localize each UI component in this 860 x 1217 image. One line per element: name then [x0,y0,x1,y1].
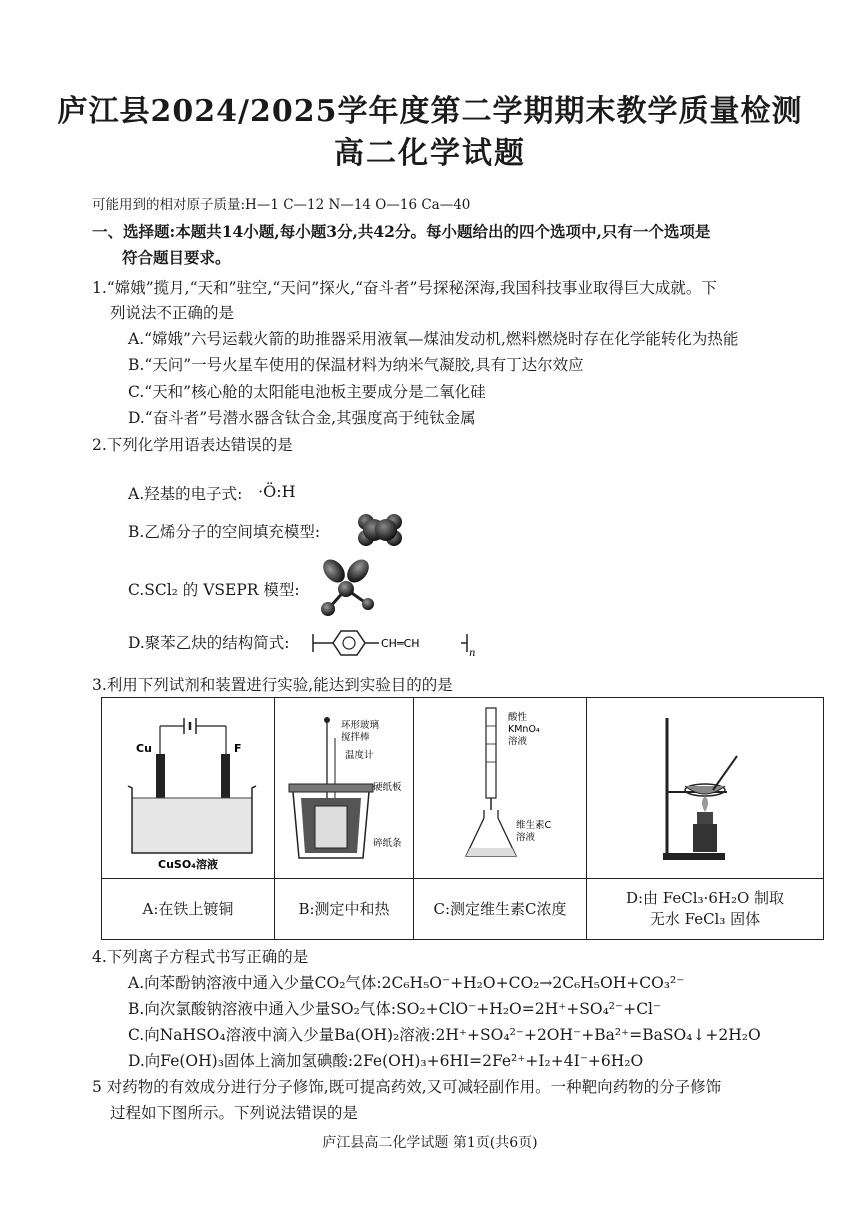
q5-stem-line1: 5 对药物的有效成分进行分子修饰,既可提高药效,又可减轻副作用。一种靶向药物的分子修饰 [92,1078,722,1096]
hydroxyl-electron-formula: ·Ö:H [258,482,296,501]
exam-title: 庐江县2024/2025学年度第二学期期末教学质量检测 [57,94,803,129]
ethylene-space-filling-model [356,512,404,548]
cuso4-label: CuSO₄溶液 [158,858,218,871]
kmno4-label-1: 酸性 [508,712,528,723]
cu-electrode-label: Cu [136,742,152,755]
apparatus-b-cell [275,698,414,879]
q4-option-c: C.向NaHSO₄溶液中滴入少量Ba(OH)₂溶液:2H⁺+SO₄²⁻+2OH⁻+Ba²⁺=BaSO₄↓+2H₂O [128,1026,761,1044]
cardboard-label: 硬纸板 [373,782,402,793]
q2-stem: 2.下列化学用语表达错误的是 [92,436,293,454]
apparatus-d-cell [587,698,824,879]
titration-apparatus [414,698,586,874]
thermometer-label: 温度计 [345,750,374,761]
kmno4-label-3: 溶液 [508,736,528,747]
caption-c: C:测定维生素C浓度 [414,879,587,940]
apparatus-c-cell [414,698,587,879]
q1-option-d: D.“奋斗者”号潜水器含钛合金,其强度高于纯钛金属 [128,409,476,427]
experiment-table [101,697,824,940]
scl2-vsepr-model [318,557,376,619]
stirrer-label-2: 搅拌棒 [341,732,370,743]
kmno4-label-2: KMnO₄ [508,724,540,735]
caption-a: A:在铁上镀铜 [102,879,275,940]
q5-stem-line2: 过程如下图所示。下列说法错误的是 [110,1104,359,1122]
page-footer: 庐江县高二化学试题 第1页(共6页) [322,1135,538,1151]
q2-option-d: D.聚苯乙炔的结构简式: [128,634,290,652]
vitc-label-2: 溶液 [516,832,536,843]
q1-option-c: C.“天和”核心舱的太阳能电池板主要成分是二氧化硅 [128,383,486,401]
q4-stem: 4.下列离子方程式书写正确的是 [92,948,309,966]
q2-option-b: B.乙烯分子的空间填充模型: [128,523,321,541]
section1-line2: 符合题目要求。 [122,248,231,267]
caption-d-line1: D:由 FeCl₃·6H₂O 制取 [625,889,785,907]
q1-stem-line1: 1.“嫦娥”揽月,“天和”驻空,“天问”探火,“奋斗者”号探秘深海,我国科技事业取得巨大成就。下 [92,279,717,297]
paper-strips-label: 碎纸条 [373,838,402,849]
electroplating-apparatus [102,698,274,874]
q1-option-a: A.“嫦娥”六号运载火箭的助推器采用液氧—煤油发动机,燃料燃烧时存在化学能转化为热能 [128,330,739,348]
q1-stem-line2: 列说法不正确的是 [110,304,235,322]
exam-subtitle: 高二化学试题 [334,136,526,171]
chain-label: CH═CH [381,637,420,650]
stirrer-label-1: 环形玻璃 [341,720,380,731]
q4-option-b: B.向次氯酸钠溶液中通入少量SO₂气体:SO₂+ClO⁻+H₂O=2H⁺+SO₄²⁻+Cl⁻ [128,1000,662,1018]
fe-electrode-label: F [234,742,242,755]
q4-option-d: D.向Fe(OH)₃固体上滴加氢碘酸:2Fe(OH)₃+6HI=2Fe²⁺+I₂+4I⁻+6H₂O [128,1052,644,1070]
polymer-n: n [469,648,476,658]
polyphenylacetylene-structure [309,626,479,658]
q1-option-b: B.“天问”一号火星车使用的保温材料为纳米气凝胶,具有丁达尔效应 [128,356,584,374]
evaporation-apparatus [587,698,823,874]
section1-line1: 一、选择题:本题共14小题,每小题3分,共42分。每小题给出的四个选项中,只有一个选项是 [92,222,711,241]
caption-d [587,879,824,940]
calorimeter-apparatus [275,698,413,874]
q2-option-a: A.羟基的电子式: [128,485,243,503]
atomic-masses: 可能用到的相对原子质量:H—1 C—12 N—14 O—16 Ca—40 [92,197,471,213]
q3-stem: 3.利用下列试剂和装置进行实验,能达到实验目的的是 [92,676,453,694]
q2-option-c: C.SCl₂ 的 VSEPR 模型: [128,581,300,599]
caption-b: B:测定中和热 [275,879,414,940]
apparatus-a-cell [102,698,275,879]
vitc-label-1: 维生素C [516,820,552,831]
caption-d-line2: 无水 FeCl₃ 固体 [649,910,761,928]
q4-option-a: A.向苯酚钠溶液中通入少量CO₂气体:2C₆H₅O⁻+H₂O+CO₂→2C₆H₅OH+CO₃²⁻ [128,974,685,992]
